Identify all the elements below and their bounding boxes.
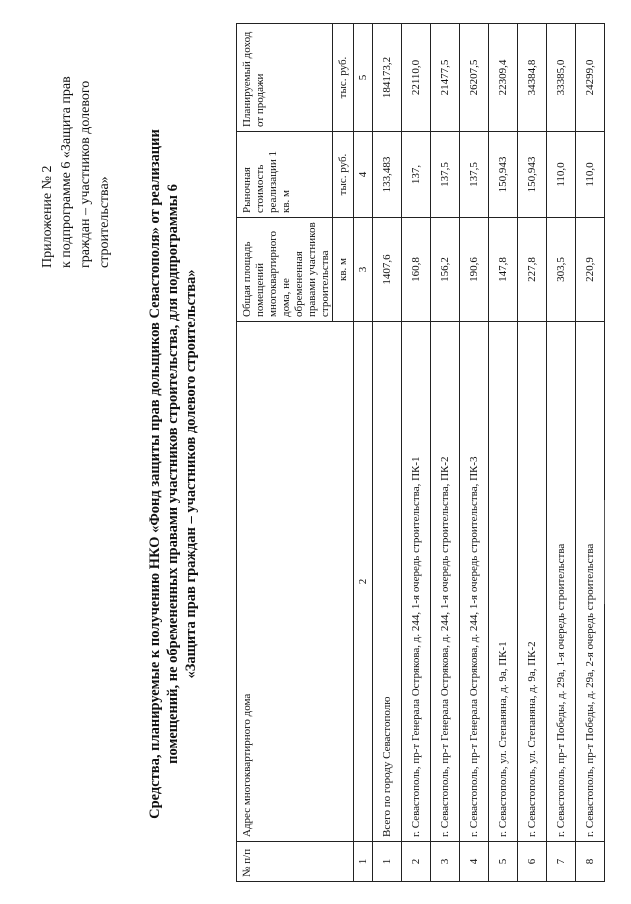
appendix-line: строительства» <box>97 176 112 268</box>
row-no: 2 <box>402 842 431 882</box>
appendix-line: к подпрограмме 6 «Защита прав <box>59 76 74 268</box>
header-price: Рыночная стоимость реализации 1 кв. м <box>237 132 333 218</box>
table-row <box>518 24 547 882</box>
row-income: 184173,2 <box>373 24 402 132</box>
row-price: 150,943 <box>489 132 518 218</box>
title-line: помещений, не обремененных правами участников строительства, для подпрограммы 6 <box>165 184 181 764</box>
title-line: «Защита прав граждан – участников долевого строительства» <box>183 269 199 679</box>
row-address: г. Севастополь, пр-т Победы, д. 29а, 1-я очередь строительства <box>547 322 576 842</box>
row-income: 22110,0 <box>402 24 431 132</box>
index-cell: 4 <box>354 132 373 218</box>
appendix-line: Приложение № 2 <box>40 165 55 268</box>
row-address: г. Севастополь, ул. Степаняна, д. 9а, ПК-2 <box>518 322 547 842</box>
table-row <box>547 24 576 882</box>
row-no: 1 <box>373 842 402 882</box>
row-address: г. Севастополь, ул. Степаняна, д. 9а, ПК-1 <box>489 322 518 842</box>
row-price: 150,943 <box>518 132 547 218</box>
row-no: 8 <box>576 842 605 882</box>
row-income: 34384,8 <box>518 24 547 132</box>
header-row <box>237 24 333 882</box>
row-income: 22309,4 <box>489 24 518 132</box>
row-price: 137,5 <box>460 132 489 218</box>
row-no: 7 <box>547 842 576 882</box>
table-row <box>460 24 489 882</box>
index-cell: 2 <box>354 322 373 842</box>
row-income: 26207,5 <box>460 24 489 132</box>
table-body <box>373 24 605 882</box>
row-area: 190,6 <box>460 218 489 322</box>
row-area: 227,8 <box>518 218 547 322</box>
row-area: 156,2 <box>431 218 460 322</box>
row-price: 137, <box>402 132 431 218</box>
row-no: 6 <box>518 842 547 882</box>
row-area: 160,8 <box>402 218 431 322</box>
row-price: 110,0 <box>547 132 576 218</box>
unit-price: тыс. руб. <box>333 132 354 218</box>
row-price: 110,0 <box>576 132 605 218</box>
table-row <box>431 24 460 882</box>
table-row <box>489 24 518 882</box>
row-no: 4 <box>460 842 489 882</box>
appendix-line: граждан – участников долевого <box>78 80 93 268</box>
title-line: Средства, планируемые к получению НКО «Фонд защиты прав дольщиков Севастополя» от реализации <box>147 129 163 819</box>
index-cell: 5 <box>354 24 373 132</box>
header-income: Планируемый доход от продажи <box>237 24 333 132</box>
document-title <box>146 70 200 878</box>
unit-income: тыс. руб. <box>333 24 354 132</box>
row-income: 24299,0 <box>576 24 605 132</box>
index-cell: 3 <box>354 218 373 322</box>
column-index-row <box>354 24 373 882</box>
table-row <box>402 24 431 882</box>
row-income: 33385,0 <box>547 24 576 132</box>
row-price: 137,5 <box>431 132 460 218</box>
unit-area: кв. м <box>333 218 354 322</box>
row-area: 1407,6 <box>373 218 402 322</box>
index-cell: 1 <box>354 842 373 882</box>
row-area: 147,8 <box>489 218 518 322</box>
row-area: 303,5 <box>547 218 576 322</box>
row-no: 3 <box>431 842 460 882</box>
appendix-note <box>38 38 114 268</box>
table-row <box>373 24 402 882</box>
row-no: 5 <box>489 842 518 882</box>
income-table <box>236 23 605 882</box>
footer-divider <box>604 500 605 604</box>
row-area: 220,9 <box>576 218 605 322</box>
header-area: Общая площадь помещений многоквартирного дома, не обремененная правами участников строительства <box>237 218 333 322</box>
row-address: г. Севастополь, пр-т Генерала Острякова, д. 244, 1-я очередь строительства, ПК-2 <box>431 322 460 842</box>
row-address: г. Севастополь, пр-т Победы, д. 29а, 2-я очередь строительства <box>576 322 605 842</box>
table-row <box>576 24 605 882</box>
row-price: 133,483 <box>373 132 402 218</box>
row-income: 21477,5 <box>431 24 460 132</box>
row-address: г. Севастополь, пр-т Генерала Острякова, д. 244, 1-я очередь строительства, ПК-3 <box>460 322 489 842</box>
header-no: № п/п <box>237 842 354 882</box>
header-address: Адрес многоквартирного дома <box>237 322 354 842</box>
row-address: Всего по городу Севастополю <box>373 322 402 842</box>
row-address: г. Севастополь, пр-т Генерала Острякова, д. 244, 1-я очередь строительства, ПК-1 <box>402 322 431 842</box>
